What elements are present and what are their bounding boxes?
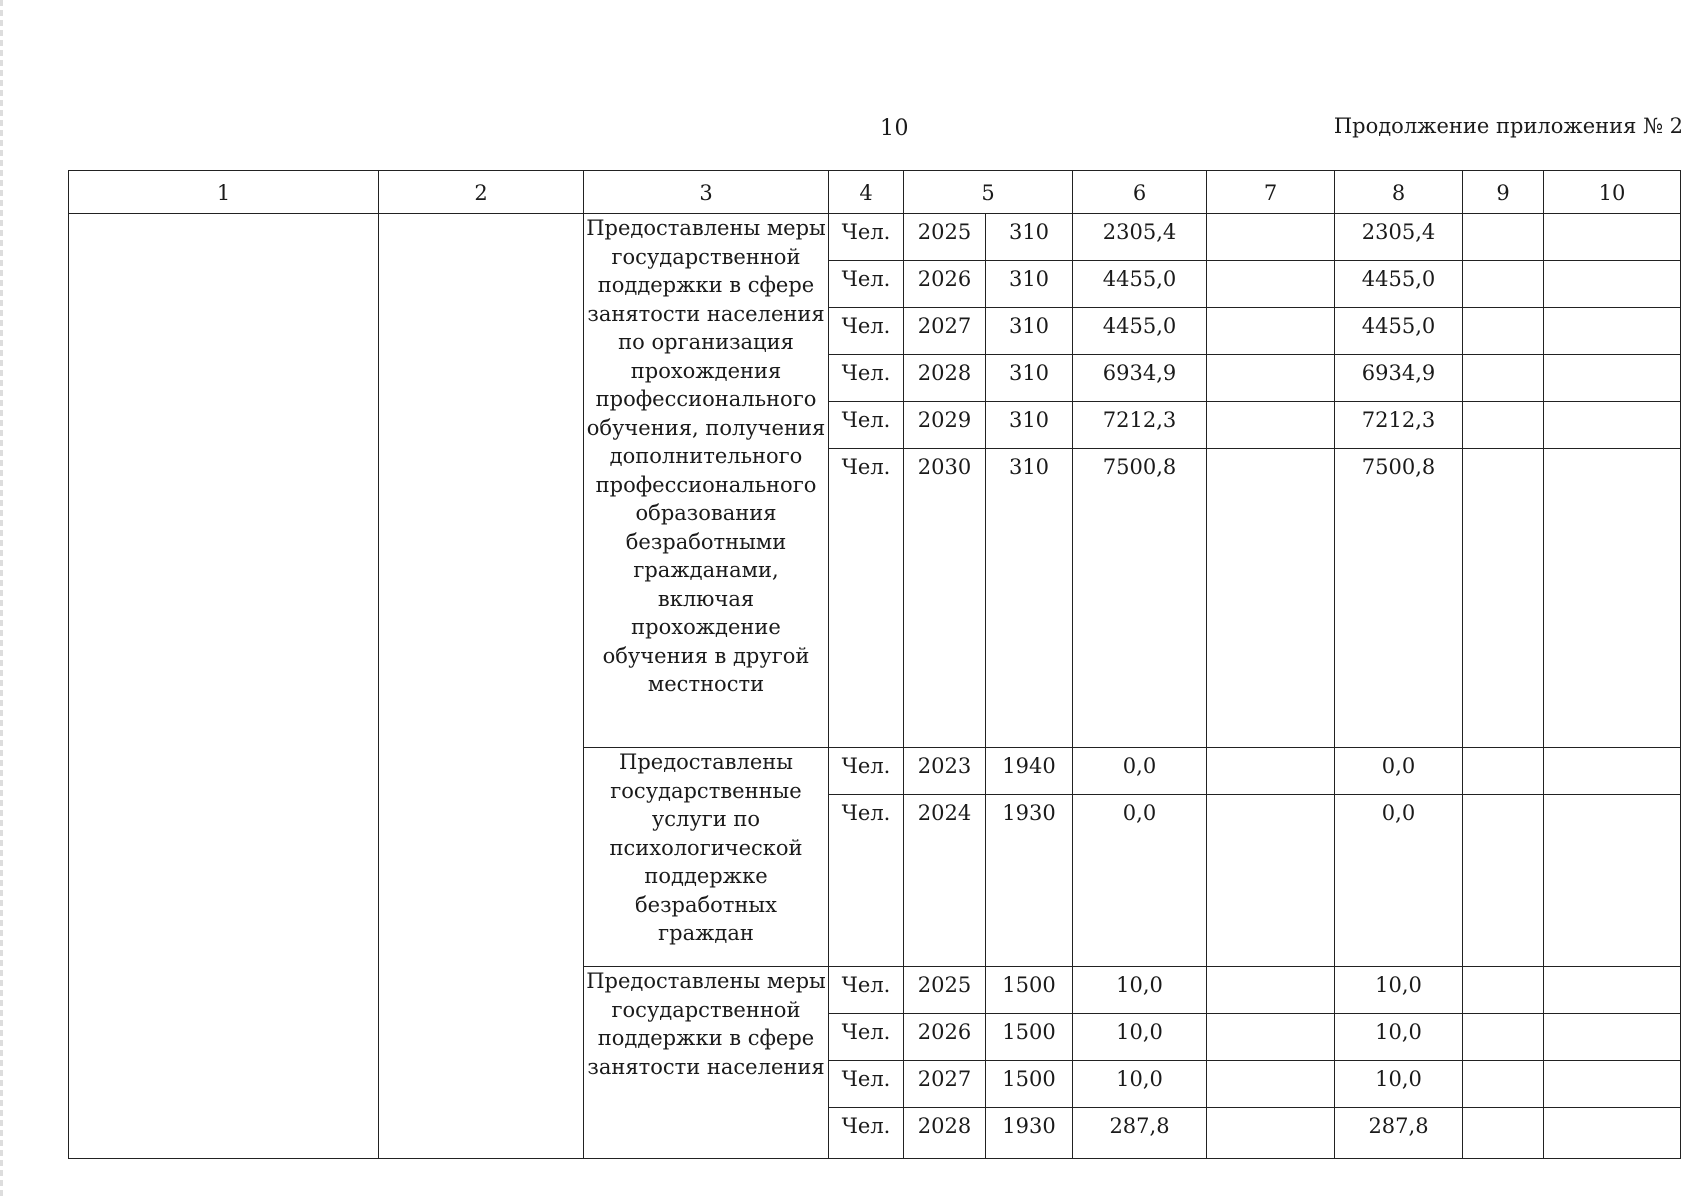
unit-cell: Чел. xyxy=(829,308,904,355)
unit-cell: Чел. xyxy=(829,355,904,402)
col2-cell xyxy=(379,214,584,1159)
data-table xyxy=(68,170,1681,1159)
value-cell: 0,0 xyxy=(1073,748,1207,795)
column-header: 7 xyxy=(1207,171,1335,214)
column-header: 3 xyxy=(584,171,829,214)
col9-cell xyxy=(1463,308,1544,355)
value-cell: 2305,4 xyxy=(1073,214,1207,261)
col7-cell xyxy=(1207,1061,1335,1108)
count-cell: 1940 xyxy=(986,748,1073,795)
value-cell: 0,0 xyxy=(1335,748,1463,795)
col9-cell xyxy=(1463,402,1544,449)
col10-cell xyxy=(1544,402,1681,449)
column-header: 4 xyxy=(829,171,904,214)
col10-cell xyxy=(1544,1014,1681,1061)
column-header: 2 xyxy=(379,171,584,214)
value-cell: 6934,9 xyxy=(1335,355,1463,402)
value-cell: 7500,8 xyxy=(1335,449,1463,748)
value-cell: 4455,0 xyxy=(1073,308,1207,355)
unit-cell: Чел. xyxy=(829,748,904,795)
col7-cell xyxy=(1207,308,1335,355)
col10-cell xyxy=(1544,261,1681,308)
column-header: 9 xyxy=(1463,171,1544,214)
col9-cell xyxy=(1463,261,1544,308)
value-cell: 0,0 xyxy=(1073,795,1207,967)
count-cell: 310 xyxy=(986,308,1073,355)
table-row xyxy=(69,214,1681,261)
column-header: 5 xyxy=(904,171,1073,214)
count-cell: 310 xyxy=(986,402,1073,449)
col9-cell xyxy=(1463,1061,1544,1108)
col9-cell xyxy=(1463,355,1544,402)
value-cell: 10,0 xyxy=(1335,1014,1463,1061)
year-cell: 2025 xyxy=(904,967,986,1014)
year-cell: 2030 xyxy=(904,449,986,748)
col7-cell xyxy=(1207,967,1335,1014)
value-cell: 7500,8 xyxy=(1073,449,1207,748)
col7-cell xyxy=(1207,1108,1335,1159)
column-header: 8 xyxy=(1335,171,1463,214)
appendix-continuation-note: Продолжение приложения № 2 xyxy=(1333,114,1683,138)
col7-cell xyxy=(1207,214,1335,261)
col10-cell xyxy=(1544,355,1681,402)
year-cell: 2025 xyxy=(904,214,986,261)
unit-cell: Чел. xyxy=(829,214,904,261)
year-cell: 2026 xyxy=(904,261,986,308)
col10-cell xyxy=(1544,308,1681,355)
year-cell: 2026 xyxy=(904,1014,986,1061)
year-cell: 2028 xyxy=(904,1108,986,1159)
col10-cell xyxy=(1544,795,1681,967)
value-cell: 287,8 xyxy=(1073,1108,1207,1159)
col10-cell xyxy=(1544,449,1681,748)
col7-cell xyxy=(1207,355,1335,402)
col10-cell xyxy=(1544,748,1681,795)
page-number: 10 xyxy=(880,116,909,141)
year-cell: 2029 xyxy=(904,402,986,449)
column-header: 6 xyxy=(1073,171,1207,214)
year-cell: 2027 xyxy=(904,308,986,355)
value-cell: 0,0 xyxy=(1335,795,1463,967)
scan-edge xyxy=(0,0,3,1200)
value-cell: 10,0 xyxy=(1073,1061,1207,1108)
count-cell: 1500 xyxy=(986,1061,1073,1108)
unit-cell: Чел. xyxy=(829,795,904,967)
count-cell: 1500 xyxy=(986,967,1073,1014)
count-cell: 1930 xyxy=(986,795,1073,967)
value-cell: 4455,0 xyxy=(1073,261,1207,308)
col10-cell xyxy=(1544,214,1681,261)
unit-cell: Чел. xyxy=(829,449,904,748)
value-cell: 4455,0 xyxy=(1335,261,1463,308)
column-number-row xyxy=(69,171,1681,214)
count-cell: 310 xyxy=(986,261,1073,308)
col9-cell xyxy=(1463,1014,1544,1061)
year-cell: 2027 xyxy=(904,1061,986,1108)
col7-cell xyxy=(1207,748,1335,795)
value-cell: 7212,3 xyxy=(1073,402,1207,449)
col9-cell xyxy=(1463,214,1544,261)
count-cell: 310 xyxy=(986,355,1073,402)
col10-cell xyxy=(1544,1108,1681,1159)
col10-cell xyxy=(1544,1061,1681,1108)
value-cell: 7212,3 xyxy=(1335,402,1463,449)
column-header: 10 xyxy=(1544,171,1681,214)
value-cell: 10,0 xyxy=(1335,967,1463,1014)
value-cell: 2305,4 xyxy=(1335,214,1463,261)
unit-cell: Чел. xyxy=(829,402,904,449)
column-header: 1 xyxy=(69,171,379,214)
indicator-description: Предоставлены государственные услуги по психологической поддержке безработных граждан xyxy=(584,748,829,967)
col9-cell xyxy=(1463,748,1544,795)
value-cell: 6934,9 xyxy=(1073,355,1207,402)
indicator-description: Предоставлены меры государственной поддержки в сфере занятости населения xyxy=(584,967,829,1159)
indicator-description: Предоставлены меры государственной поддержки в сфере занятости населения по организация прохождения профессионального обучения, получения дополнительного профессионального образования безработными гражданами, включая прохождение обучения в другой местности xyxy=(584,214,829,748)
count-cell: 310 xyxy=(986,449,1073,748)
col10-cell xyxy=(1544,967,1681,1014)
value-cell: 10,0 xyxy=(1335,1061,1463,1108)
col9-cell xyxy=(1463,449,1544,748)
value-cell: 287,8 xyxy=(1335,1108,1463,1159)
col7-cell xyxy=(1207,1014,1335,1061)
year-cell: 2024 xyxy=(904,795,986,967)
unit-cell: Чел. xyxy=(829,261,904,308)
col9-cell xyxy=(1463,795,1544,967)
col7-cell xyxy=(1207,449,1335,748)
unit-cell: Чел. xyxy=(829,1014,904,1061)
col9-cell xyxy=(1463,1108,1544,1159)
unit-cell: Чел. xyxy=(829,1061,904,1108)
value-cell: 10,0 xyxy=(1073,967,1207,1014)
col7-cell xyxy=(1207,261,1335,308)
count-cell: 310 xyxy=(986,214,1073,261)
year-cell: 2028 xyxy=(904,355,986,402)
count-cell: 1500 xyxy=(986,1014,1073,1061)
col9-cell xyxy=(1463,967,1544,1014)
value-cell: 4455,0 xyxy=(1335,308,1463,355)
col7-cell xyxy=(1207,795,1335,967)
col7-cell xyxy=(1207,402,1335,449)
unit-cell: Чел. xyxy=(829,967,904,1014)
col1-cell xyxy=(69,214,379,1159)
value-cell: 10,0 xyxy=(1073,1014,1207,1061)
year-cell: 2023 xyxy=(904,748,986,795)
unit-cell: Чел. xyxy=(829,1108,904,1159)
count-cell: 1930 xyxy=(986,1108,1073,1159)
